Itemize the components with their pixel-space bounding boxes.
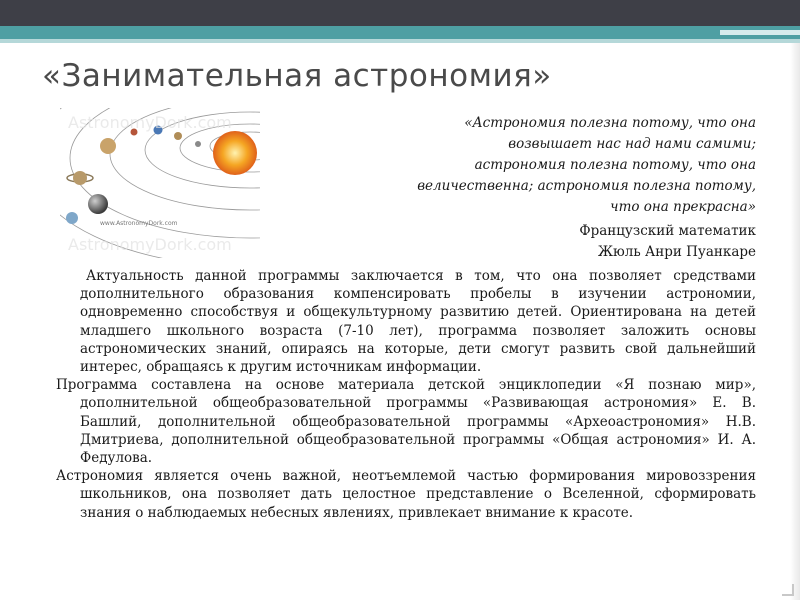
slide-edge-shadow [790, 43, 800, 600]
author-role: Французский математик [579, 223, 756, 239]
quote-line: что она прекрасна» [610, 199, 756, 215]
paragraph-relevance: Актуальность данной программы заключается в том, что она позволяет средствами дополнительного образования компенсировать пробелы в изучении астрономии, одновременно способствуя и общекультурному развитию детей. Ориентирована на детей младшего школьного возраста (7-10 лет), программа позволяет заложить основы астрономических знаний, опираясь на которые, дети смогут развить свой дальнейший интерес, обращаясь к другим источникам информации. [80, 268, 756, 376]
body-text [56, 267, 756, 522]
epigraph-quote [356, 113, 756, 218]
header-band-dark [0, 0, 800, 26]
quote-author [356, 221, 756, 263]
svg-text:AstronomyDork.com: AstronomyDork.com [68, 113, 232, 132]
sun-icon [213, 131, 257, 175]
paragraph-importance: Астрономия является очень важной, неотъемлемой частью формирования мировоззрения школьников, она позволяет дать целостное представление о Вселенной, сформировать знания о наблюдаемых небесных явлениях, привлекает внимание к красоте. [56, 468, 756, 521]
header-band-teal [0, 26, 800, 39]
author-name: Жюль Анри Пуанкаре [597, 244, 756, 260]
paragraph-sources: Программа составлена на основе материала детской энциклопедии «Я познаю мир», дополнительной общеобразовательной программы «Развивающая астрономия» Е. В. Башлий, дополнительной общеобразовательной программы «Археоастрономия» Н.В. Дмитриева, дополнительной общеобразовательной программы «Общая астрономия» И. А. Федулова. [56, 377, 756, 467]
quote-line: «Астрономия полезна потому, что она [464, 115, 756, 131]
quote-line: величественна; астрономия полезна потому, [417, 178, 756, 194]
quote-line: возвышает нас над нами самими; [508, 136, 756, 152]
svg-text:www.AstronomyDork.com: www.AstronomyDork.com [100, 220, 178, 227]
header-band-accent [720, 30, 800, 35]
header-band-light [0, 39, 800, 43]
slide-corner-mark [782, 584, 794, 596]
quote-line: астрономия полезна потому, что она [474, 157, 756, 173]
svg-text:AstronomyDork.com: AstronomyDork.com [68, 235, 232, 254]
solar-system-image [60, 108, 260, 258]
slide-title: «Занимательная астрономия» [42, 58, 552, 94]
